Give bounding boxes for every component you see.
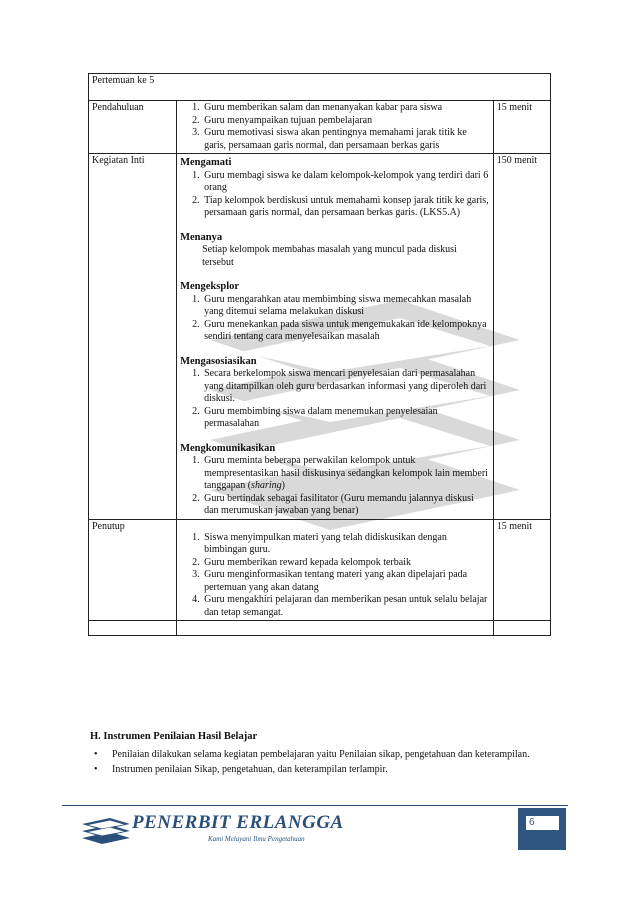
list-item: 2. Tiap kelompok berdiskusi untuk memahami konsep jarak titik ke garis, persamaan garis normal, dan persamaan berkas garis. (LKS5.A): [202, 195, 490, 220]
page-number: 6: [526, 816, 559, 830]
list-item: 2. Guru menyampaikan tujuan pembelajaran: [202, 115, 490, 128]
phase-time: 150 menit: [493, 154, 550, 520]
phase-time: 15 menit: [493, 101, 550, 154]
list-item: 3. Guru memotivasi siswa akan pentingnya memahami jarak titik ke garis, persamaan garis normal, dan persamaan berkas garis: [202, 127, 490, 152]
heading-mengamati: Mengamati: [180, 157, 232, 168]
list-item: • Instrumen penilaian Sikap, pengetahuan, dan keterampilan terlampir.: [94, 764, 388, 775]
bullet-icon: •: [94, 749, 98, 760]
section-h-bullets: [90, 748, 568, 778]
heading-mengasosiasikan: Mengasosiasikan: [180, 355, 257, 367]
phase-label: Pendahuluan: [89, 101, 177, 154]
footer-divider: [62, 805, 568, 806]
publisher-name: PENERBIT ERLANGGA: [132, 812, 344, 833]
lesson-plan-table: [88, 73, 551, 636]
list-item: 2. Guru membimbing siswa dalam menemukan penyelesaian permasalahan: [202, 406, 490, 431]
list-item: 1. Guru memberikan salam dan menanyakan kabar para siswa: [202, 102, 490, 115]
mengamati-list: [180, 170, 490, 220]
bullet-icon: •: [94, 764, 98, 775]
page-number-box: [518, 808, 566, 850]
row-pendahuluan: [89, 101, 551, 154]
penutup-list: [180, 532, 490, 620]
menanya-text: Setiap kelompok membahas masalah yang muncul pada diskusi tersebut: [202, 244, 457, 268]
heading-mengkomunikasikan: Mengkomunikasikan: [180, 442, 276, 454]
list-item: 1. Guru meminta beberapa perwakilan kelompok untuk mempresentasikan hasil diskusinya sedangkan kelompok lain memberi tanggapan (sharing): [202, 455, 490, 493]
pendahuluan-list: [180, 102, 490, 152]
list-item: 1. Guru mengarahkan atau membimbing siswa memecahkan masalah yang ditemui selama melakukan diskusi: [202, 294, 490, 319]
list-item: 1. Guru membagi siswa ke dalam kelompok-kelompok yang terdiri dari 6 orang: [202, 170, 490, 195]
list-item: • Penilaian dilakukan selama kegiatan pembelajaran yaitu Penilaian sikap, pengetahuan dan keterampilan.: [94, 749, 530, 760]
meeting-title: Pertemuan ke 5: [89, 74, 551, 101]
publisher-logo: [80, 810, 344, 850]
row-penutup: [89, 519, 551, 621]
list-item: 2. Guru bertindak sebagai fasilitator (Guru memandu jalannya diskusi dan merumuskan jawaban yang benar): [202, 493, 490, 518]
heading-mengeksplor: Mengeksplor: [180, 281, 240, 292]
heading-menanya: Menanya: [180, 231, 223, 243]
mengeksplor-list: [180, 294, 490, 344]
mengasosiasikan-list: [180, 368, 490, 431]
list-item: 4. Guru mengakhiri pelajaran dan memberikan pesan untuk selalu belajar dan tetap semangat.: [202, 594, 490, 619]
publisher-tagline: Kami Melayani Ilmu Pengetahuan: [208, 835, 305, 843]
list-item: 1. Secara berkelompok siswa mencari penyelesaian dari permasalahan yang ditampilkan oleh guru berdasarkan informasi yang diperoleh dari diskusi.: [202, 368, 490, 406]
phase-label: Kegiatan Inti: [89, 154, 177, 520]
list-item: 1. Siswa menyimpulkan materi yang telah didiskusikan dengan bimbingan guru.: [202, 532, 490, 557]
phase-label: Penutup: [89, 519, 177, 621]
mengkomunikasikan-list: [180, 455, 490, 518]
list-item: 2. Guru memberikan reward kepada kelompok terbaik: [202, 557, 490, 570]
row-kegiatan-inti: [89, 154, 551, 520]
list-item: 2. Guru menekankan pada siswa untuk mengemukakan ide kelompoknya sendiri tentang cara menyelesaikan masalah: [202, 319, 490, 344]
phase-time: 15 menit: [493, 519, 550, 621]
section-h-title: H. Instrumen Penilaian Hasil Belajar: [90, 731, 258, 742]
list-item: 3. Guru menginformasikan tentang materi yang akan dipelajari pada pertemuan yang akan datang: [202, 569, 490, 594]
empty-row: [89, 621, 551, 636]
erlangga-logo-icon: [80, 816, 132, 846]
